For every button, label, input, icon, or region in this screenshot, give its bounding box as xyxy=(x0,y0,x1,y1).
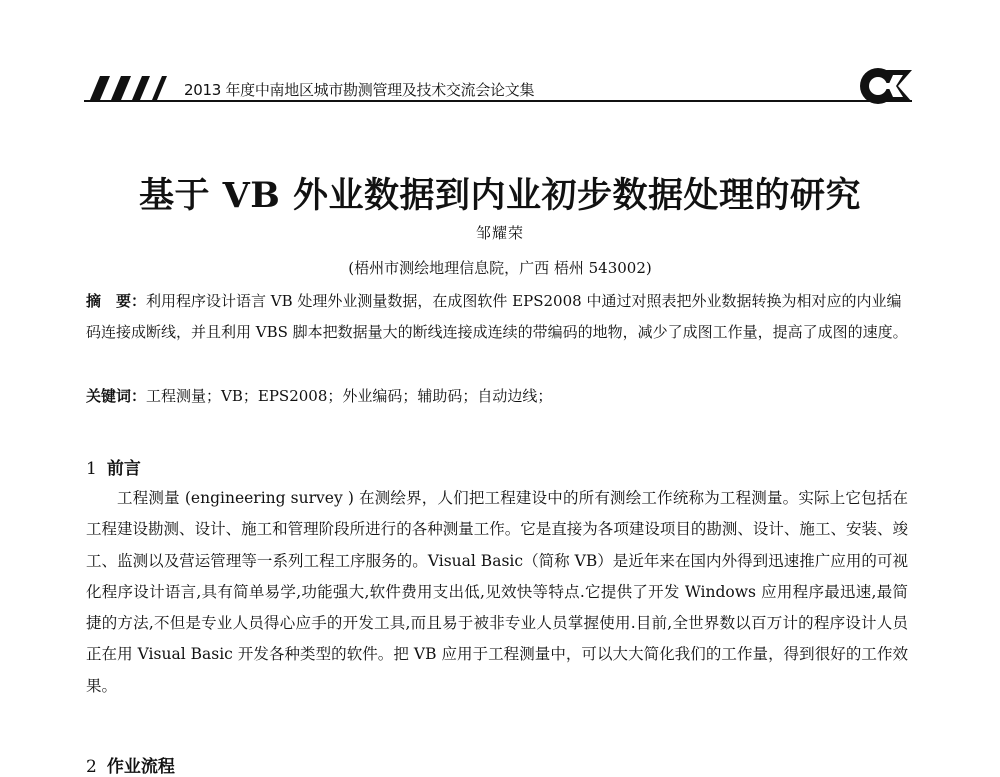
section-title: 前言 xyxy=(106,459,141,479)
paper-title: 基于 VB 外业数据到内业初步数据处理的研究 xyxy=(138,175,862,216)
abstract xyxy=(86,286,908,348)
keywords-text: 工程测量；VB；EPS2008；外业编码；辅助码；自动边线； xyxy=(146,387,553,405)
gk-logo-icon xyxy=(858,66,912,106)
keywords-label: 关键词： xyxy=(86,387,147,405)
section-1-body xyxy=(86,483,908,702)
section-heading-1 xyxy=(86,454,141,479)
header-rule xyxy=(84,100,912,102)
header-slashes-icon xyxy=(84,76,176,100)
running-title: 2013 年度中南地区城市勘测管理及技术交流会论文集 xyxy=(184,81,535,99)
section-number: 2 xyxy=(86,757,97,777)
abstract-text: 利用程序设计语言 VB 处理外业测量数据，在成图软件 EPS2008 中通过对照表把外业数据转换为相对应的内业编码连接成断线，并且利用 VBS 脚本把数据量大的断线连接成连续的带编码的地物，减少了成图工作量，提高了成图的速度。 xyxy=(86,292,908,341)
section-number: 1 xyxy=(86,459,97,479)
keywords xyxy=(86,385,908,406)
section-title: 作业流程 xyxy=(106,757,175,777)
body-paragraph: 工程测量 (engineering survey ) 在测绘界，人们把工程建设中的所有测绘工作统称为工程测量。实际上它包括在工程建设勘测、设计、施工和管理阶段所进行的各种测量工作。它是直接为各项建设项目的勘测、设计、施工、安装、竣工、监测以及营运管理等一系列工程工序服务的。Visual Basic（简称 VB）是近年来在国内外得到迅速推广应用的可视化程序设计语言,具有简单易学,功能强大,软件费用支出低,见效快等特点.它提供了开发 Windows 应用程序最迅速,最简捷的方法,不但是专业人员得心应手的开发工具,而且易于被非专业人员掌握使用.目前,全世界数以百万计的程序设计人员正在用 Visual Basic 开发各种类型的软件。把 VB 应用于工程测量中，可以大大简化我们的工作量，得到很好的工作效果。 xyxy=(86,489,908,695)
running-header xyxy=(84,74,912,108)
paper-author: 邹耀荣 xyxy=(475,224,524,242)
abstract-label: 摘 要： xyxy=(86,292,147,310)
paper-affiliation: (梧州市测绘地理信息院，广西 梧州 543002) xyxy=(348,259,652,277)
section-heading-2 xyxy=(86,752,175,777)
